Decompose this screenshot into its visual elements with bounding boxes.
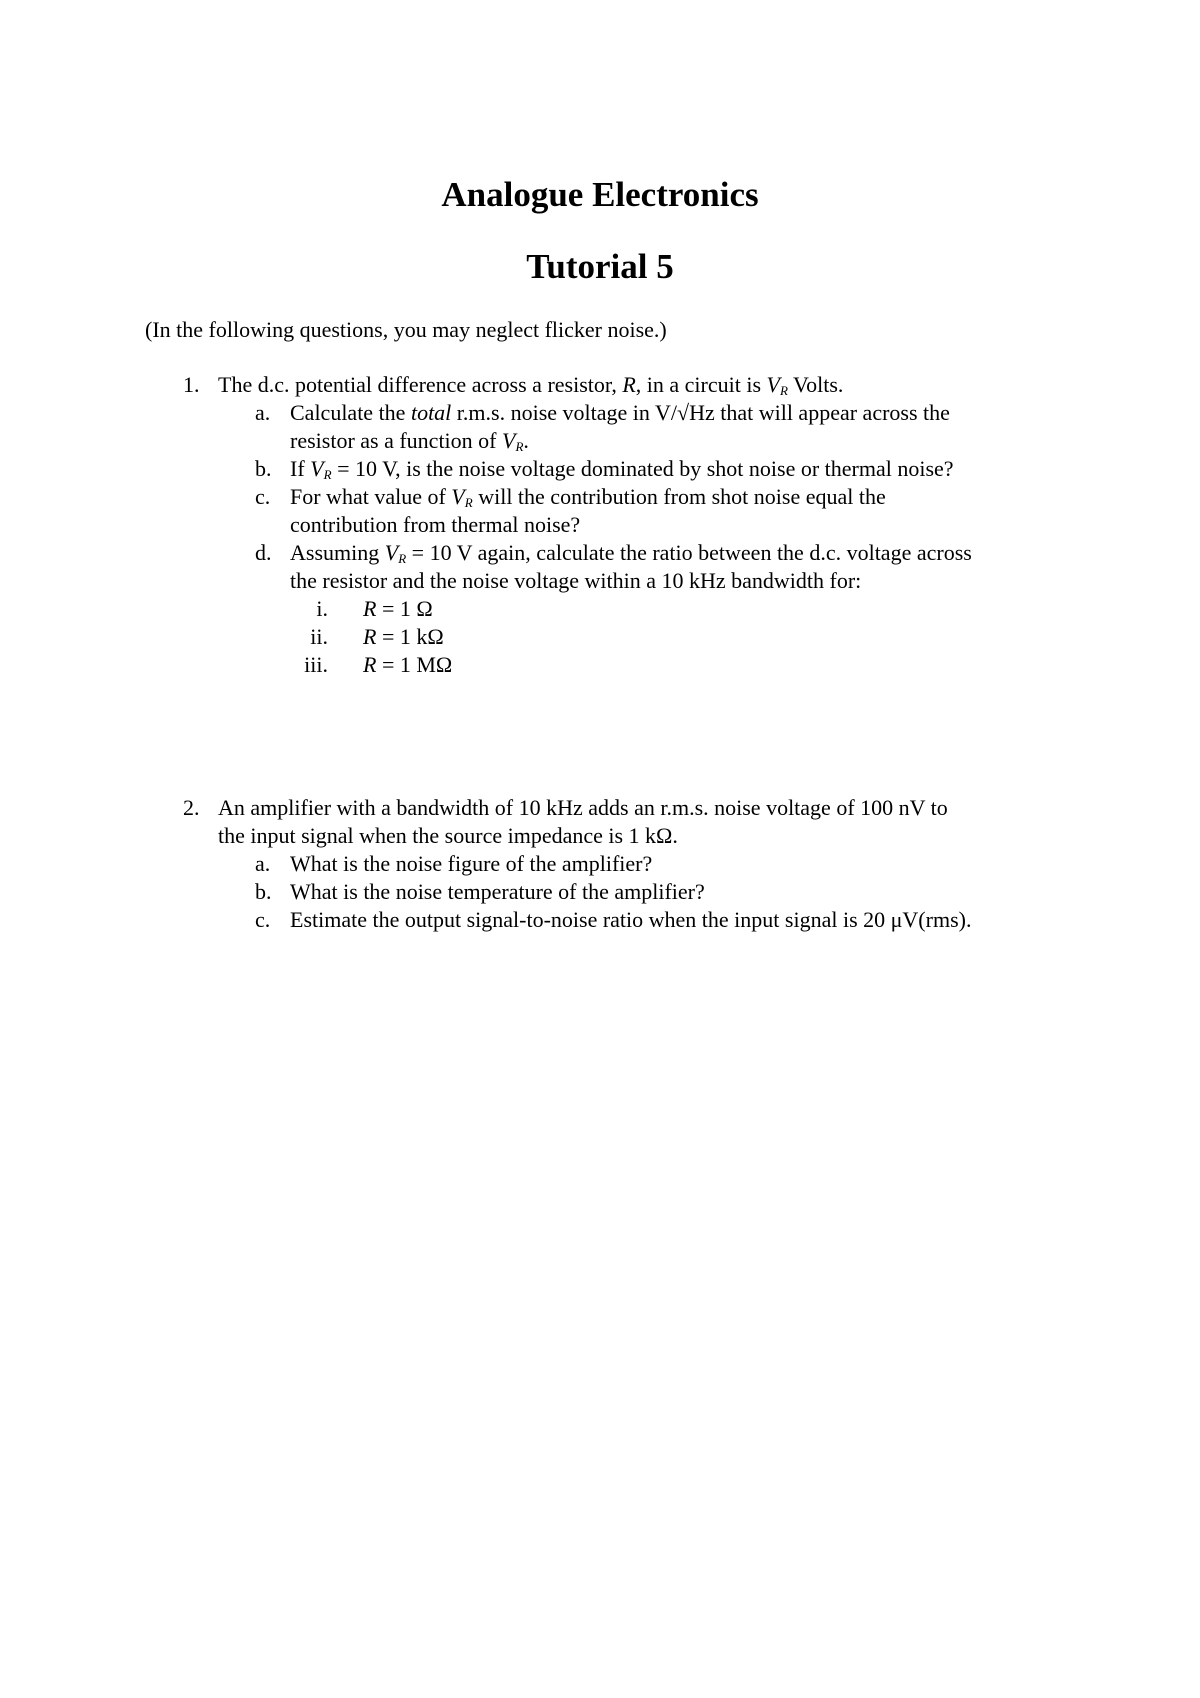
q1d-iii-var: R	[363, 652, 377, 677]
q1c-line-2: contribution from thermal noise?	[290, 512, 581, 537]
q2c-label: c.	[255, 907, 271, 932]
intro-note: (In the following questions, you may neglect flicker noise.)	[145, 317, 667, 342]
q2-stem-line-2: the input signal when the source impedance is 1 kΩ.	[218, 823, 678, 848]
q1d-text-b: = 10 V again, calculate the ratio between the d.c. voltage across	[406, 540, 972, 565]
q1d-ii-var: R	[363, 624, 377, 649]
q1c-subscript: R	[464, 495, 473, 510]
q2-number: 2.	[183, 795, 200, 820]
q1c-var-v: V	[451, 484, 465, 509]
q2b-text: What is the noise temperature of the amplifier?	[290, 879, 705, 904]
q1a-line2-text-b: .	[523, 428, 529, 453]
q2a-label: a.	[255, 851, 271, 876]
q1c-text-b: will the contribution from shot noise equal the	[472, 484, 886, 509]
q1-stem-var-v: V	[766, 372, 780, 397]
q1d-iii-item	[363, 651, 452, 679]
q1d-label: d.	[255, 540, 272, 565]
document-title: Analogue Electronics	[441, 175, 759, 214]
q1a-subscript: R	[515, 439, 524, 454]
q1d-text-a: Assuming	[290, 540, 385, 565]
q1-stem-subscript: R	[779, 383, 788, 398]
q1d-ii-value: = 1 kΩ	[376, 624, 444, 649]
q1a-emphasis: total	[410, 400, 452, 425]
q1d-i-value: = 1 Ω	[376, 596, 433, 621]
q1a-text-a: Calculate the	[290, 400, 411, 425]
q1d-ii-item	[363, 623, 444, 651]
document-subtitle: Tutorial 5	[526, 247, 674, 286]
q1a-var-v: V	[502, 428, 516, 453]
q1b-text-b: = 10 V, is the noise voltage dominated by shot noise or thermal noise?	[331, 456, 954, 481]
q1a-line2-text-a: resistor as a function of	[290, 428, 502, 453]
q1c-label: c.	[255, 484, 271, 509]
q1d-var-v: V	[384, 540, 399, 565]
q1d-iii-label: iii.	[304, 652, 328, 677]
q1-stem-var-r: R	[622, 372, 636, 397]
q2c-text: Estimate the output signal-to-noise ratio when the input signal is 20 μV(rms).	[290, 907, 972, 932]
q1d-subscript: R	[398, 551, 407, 566]
q1-stem-text-c: Volts.	[787, 372, 844, 397]
q1-stem-text-a: The d.c. potential difference across a resistor,	[218, 372, 623, 397]
q1d-ii-label: ii.	[310, 624, 328, 649]
q1d-line-2: the resistor and the noise voltage within a 10 kHz bandwidth for:	[290, 568, 862, 593]
q1d-i-item	[363, 595, 433, 623]
q1d-i-var: R	[363, 596, 377, 621]
q1b-label: b.	[255, 456, 272, 481]
q1d-iii-value: = 1 MΩ	[376, 652, 453, 677]
q1a-label: a.	[255, 400, 271, 425]
q2a-text: What is the noise figure of the amplifier?	[290, 851, 653, 876]
q1c-text-a: For what value of	[290, 484, 452, 509]
q1-stem-text-b: , in a circuit is	[635, 372, 767, 397]
q1b-text-a: If	[290, 456, 311, 481]
q1b-subscript: R	[323, 467, 332, 482]
q1d-i-label: i.	[316, 596, 328, 621]
q1b-var-v: V	[310, 456, 324, 481]
q1a-line-1	[290, 399, 950, 427]
q2b-label: b.	[255, 879, 272, 904]
q1a-text-b: r.m.s. noise voltage in V/√Hz that will appear across the	[451, 400, 950, 425]
q1-number: 1.	[183, 372, 200, 397]
q2-stem-line-1: An amplifier with a bandwidth of 10 kHz adds an r.m.s. noise voltage of 100 nV to	[218, 795, 948, 820]
